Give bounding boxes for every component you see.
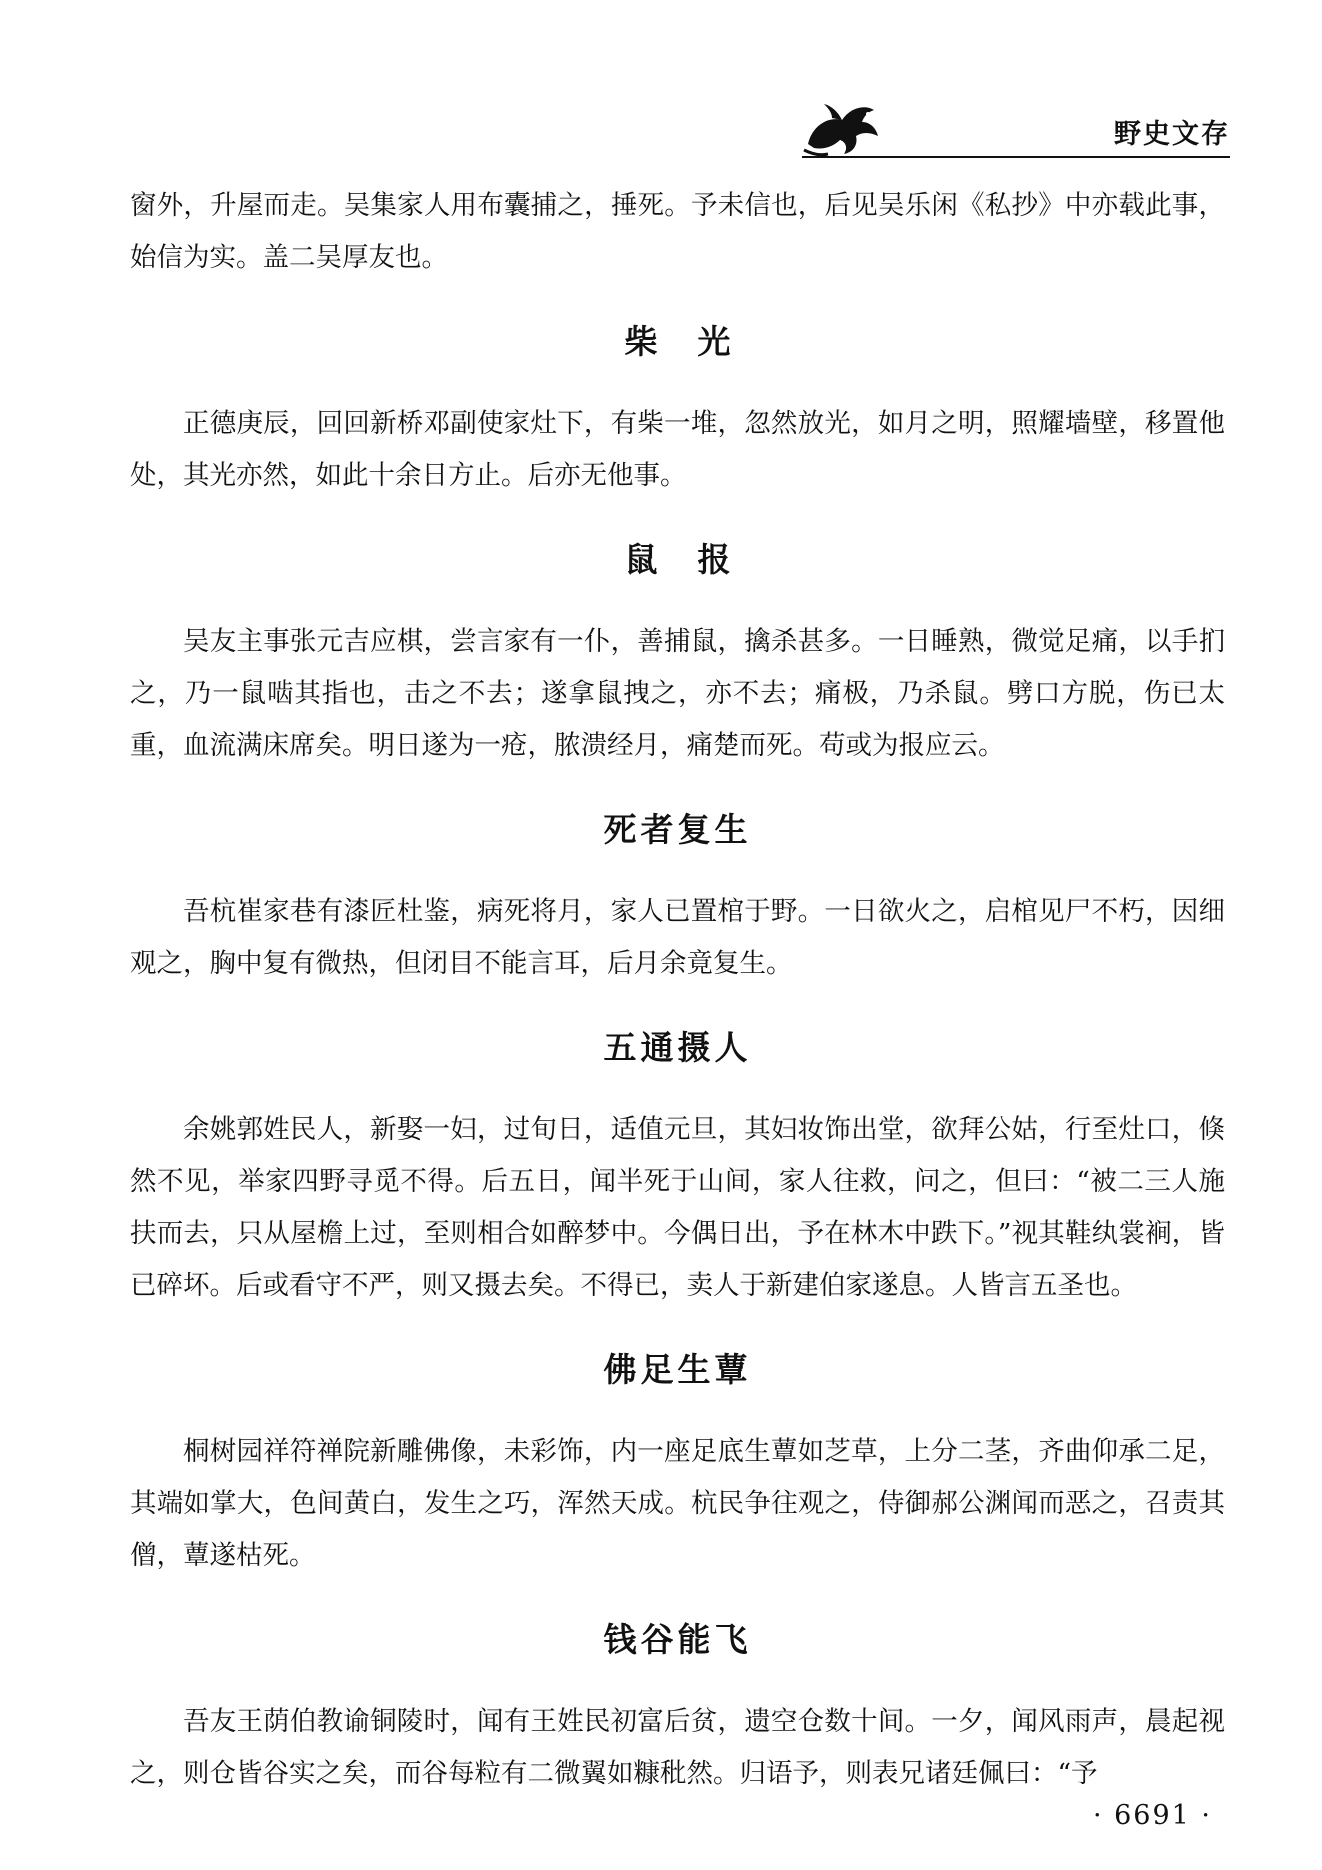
section-paragraph: 余姚郭姓民人，新娶一妇，过旬日，适值元旦，其妇妆饰出堂，欲拜公姑，行至灶口，倏然不见，举家四野寻觅不得。后五日，闻半死于山间，家人往救，问之，但曰：“被二三人施扶而去，只从屋檐上过，至则相合如醉梦中。今偶日出，予在林木中跌下。”视其鞋纨裳裥，皆已碎坏。后或看守不严，则又摄去矣。不得已，卖人于新建伯家遂息。人皆言五圣也。 <box>130 1114 1225 1301</box>
header-title: 野史文存 <box>1114 119 1230 150</box>
section-title-shubao: 鼠报 <box>624 540 771 579</box>
section-title-wutongsheren: 五通摄人 <box>603 1028 752 1067</box>
section-title-qiangunengfei: 钱谷能飞 <box>603 1620 752 1659</box>
section-paragraph: 正德庚辰，回回新桥邓副使家灶下，有柴一堆，忽然放光，如月之明，照耀墙壁，移置他处，其光亦然，如此十余日方止。后亦无他事。 <box>130 408 1225 491</box>
dragon-icon <box>798 96 882 160</box>
page-content <box>130 180 1225 1800</box>
section-paragraph: 吾友王荫伯教谕铜陵时，闻有王姓民初富后贫，遗空仓数十间。一夕，闻风雨声，晨起视之，则仓皆谷实之矣，而谷每粒有二微翼如糠秕然。归语予，则表兄诸廷佩曰：“予 <box>130 1706 1225 1789</box>
continued-paragraph: 窗外，升屋而走。吴集家人用布囊捕之，捶死。予未信也，后见吴乐闲《私抄》中亦载此事，始信为实。盖二吴厚友也。 <box>130 190 1225 273</box>
header-rule <box>802 156 1230 158</box>
section-paragraph: 桐树园祥符禅院新雕佛像，未彩饰，内一座足底生蕈如芝草，上分二茎，齐曲仰承二足，其端如掌大，色间黄白，发生之巧，浑然天成。杭民争往观之，侍御郝公渊闻而恶之，召责其僧，蕈遂枯死。 <box>130 1436 1225 1571</box>
section-paragraph: 吴友主事张元吉应棋，尝言家有一仆，善捕鼠，擒杀甚多。一日睡熟，微觉足痛，以手扪之，乃一鼠啮其指也，击之不去；遂拿鼠拽之，亦不去；痛极，乃杀鼠。劈口方脱，伤已太重，血流满床席矣。明日遂为一疮，脓溃经月，痛楚而死。苟或为报应云。 <box>130 626 1225 761</box>
page-header <box>790 90 1230 170</box>
section-title-chaiguang: 柴光 <box>624 322 771 361</box>
section-title-fozushengxun: 佛足生蕈 <box>603 1350 752 1389</box>
section-paragraph: 吾杭崔家巷有漆匠杜鉴，病死将月，家人已置棺于野。一日欲火之，启棺见尸不朽，因细观之，胸中复有微热，但闭目不能言耳，后月余竟复生。 <box>130 896 1225 979</box>
section-title-sizhefusheng: 死者复生 <box>603 810 752 849</box>
page-number: · 6691 · <box>1092 1800 1212 1831</box>
